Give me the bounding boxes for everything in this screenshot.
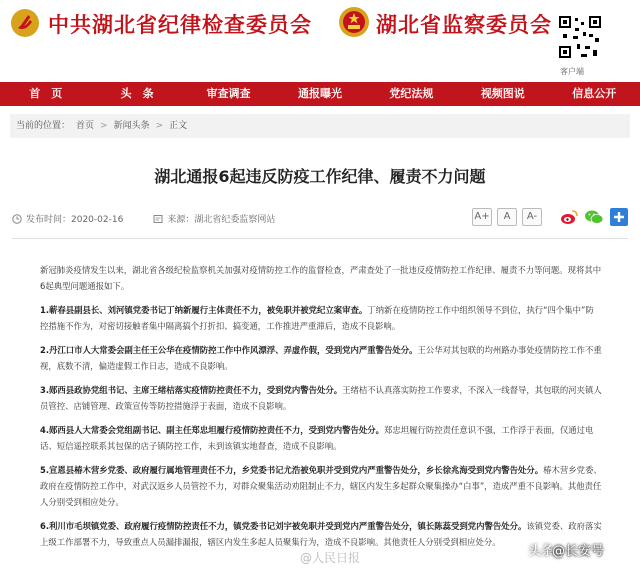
nav-item-investigation[interactable]: 审查调查 [206,87,251,100]
main-nav [0,82,640,106]
paragraph-text: 该镇党委、政府落实上级工作部署不力，导致重点人员漏排漏报，辖区内发生多起人员聚集行为，造成不良影响。其他责任人分别受到相应处分。 [40,521,602,547]
supervision-committee-title: 湖北省监察委员会 [376,13,552,37]
article-source: 来源：湖北省纪委监察网站 [167,215,276,225]
article-title: 湖北通报6起违反防疫工作纪律、履责不力问题 [154,167,486,186]
paragraph-case-4 [40,422,602,454]
paragraph-text: 新冠肺炎疫情发生以来，湖北省各级纪检监察机关加强对疫情防控工作的监督检查，严肃查处了一批违反疫情防控工作纪律、履责不力等问题。现将其中6起典型问题通报如下。 [40,265,602,291]
source-icon [153,214,163,224]
breadcrumb [10,114,630,138]
site-header [0,0,640,80]
paragraph-lead: 2.丹江口市人大常委会副主任王公华在疫情防控工作中作风漂浮、弄虚作假，受到党内严重警告处分。 [40,345,418,355]
paragraph-lead: 4.郧西县人大常委会党组副书记、副主任郑忠坦履行疫情防控责任不力，受到党内警告处分。 [40,425,385,435]
watermark-author: @长安号 [552,544,605,559]
font-increase-button[interactable]: A+ [472,208,492,226]
breadcrumb-home-link[interactable]: 首页 [76,121,95,131]
paragraph-case-5 [40,462,602,510]
breadcrumb-section-link[interactable]: 新闻头条 [113,121,150,131]
party-committee-title: 中共湖北省纪律检查委员会 [48,13,312,37]
paragraph-text: 王绪桔不认真落实防控工作要求，不深入一线督导，其包联的河夹镇人员管控、店铺管理、政策宣传等防控措施浮于表面，造成不良影响。 [40,385,602,411]
breadcrumb-prefix: 当前的位置： [16,121,71,131]
article-tools [472,208,629,226]
more-share-icon[interactable] [609,208,629,226]
paragraph-case-6 [40,518,602,550]
weibo-share-icon[interactable] [559,208,579,226]
nav-item-headlines[interactable]: 头 条 [120,87,154,100]
paragraph-text: 丁纳新在疫情防控工作中组织领导不到位，执行“四个集中”防控措施不作为，对密切接触者集中隔离搞个打折扣、搞变通，工作推进严重滞后，造成不良影响。 [40,305,594,331]
nav-item-video[interactable]: 视频图说 [480,87,525,100]
paragraph-lead: 3.郧西县政协党组书记、主席王绪桔落实疫情防控责任不力，受到党内警告处分。 [40,385,343,395]
paragraph-text: 椿木营乡党委、政府在疫情防控工作中，对武汉返乡人员管控不力，对群众聚集活动劝阻制止不力，辖区内发生多起群众聚集操办“白事”，造成严重不良影响。其他责任人分别受到相应处分。 [40,465,602,507]
font-normal-button[interactable]: A [497,208,517,226]
article-body [40,262,605,559]
paragraph-lead: 5.宣恩县椿木营乡党委、政府履行属地管理责任不力，乡党委书记尤浩被免职并受到党内严重警告处分，乡长徐兆海受到党内警告处分。 [40,465,544,475]
font-decrease-button[interactable]: A- [522,208,542,226]
breadcrumb-separator: > [155,121,164,131]
qr-code-icon[interactable] [557,14,603,60]
paragraph-intro [40,262,602,294]
paragraph-lead: 1.蕲春县副县长、刘河镇党委书记丁纳新履行主体责任不力，被免职并被党纪立案审查。 [40,305,368,315]
divider [12,238,628,239]
faded-watermark: @人民日报 [300,551,361,565]
national-emblem-icon [338,6,370,38]
paragraph-lead: 6.利川市毛坝镇党委、政府履行疫情防控责任不力，镇党委书记刘宇被免职并受到党内严重警告处分，镇长陈蕊受到党内警告处分。 [40,521,527,531]
paragraph-case-3 [40,382,602,414]
paragraph-case-2 [40,342,602,374]
nav-item-regulations[interactable]: 党纪法规 [389,87,434,100]
nav-item-home[interactable]: 首 页 [29,87,63,100]
publish-time: 发布时间：2020-02-16 [26,215,124,225]
paragraph-text: 王公华对其包联的均州路办事处疫情防控工作不重视，底数不清，偏造虚假工作日志，造成不良影响。 [40,345,602,371]
article-meta [12,212,275,225]
qr-label: 客户端 [560,67,584,76]
paragraph-case-1 [40,302,602,334]
breadcrumb-separator: > [100,121,108,131]
breadcrumb-current: 正文 [169,121,188,131]
clock-icon [12,214,22,224]
nav-item-exposure[interactable]: 通报曝光 [297,87,342,100]
watermark-logo: 头条 [528,544,555,559]
nav-item-disclosure[interactable]: 信息公开 [572,87,617,100]
paragraph-text: 郑忠坦履行防控责任意识不强，工作浮于表面，仅通过电话、短信遥控联系其包保的店子镇防控工作，未到该镇实地督查，造成不良影响。 [40,425,594,451]
party-emblem-icon [10,8,40,38]
wechat-share-icon[interactable] [584,208,604,226]
